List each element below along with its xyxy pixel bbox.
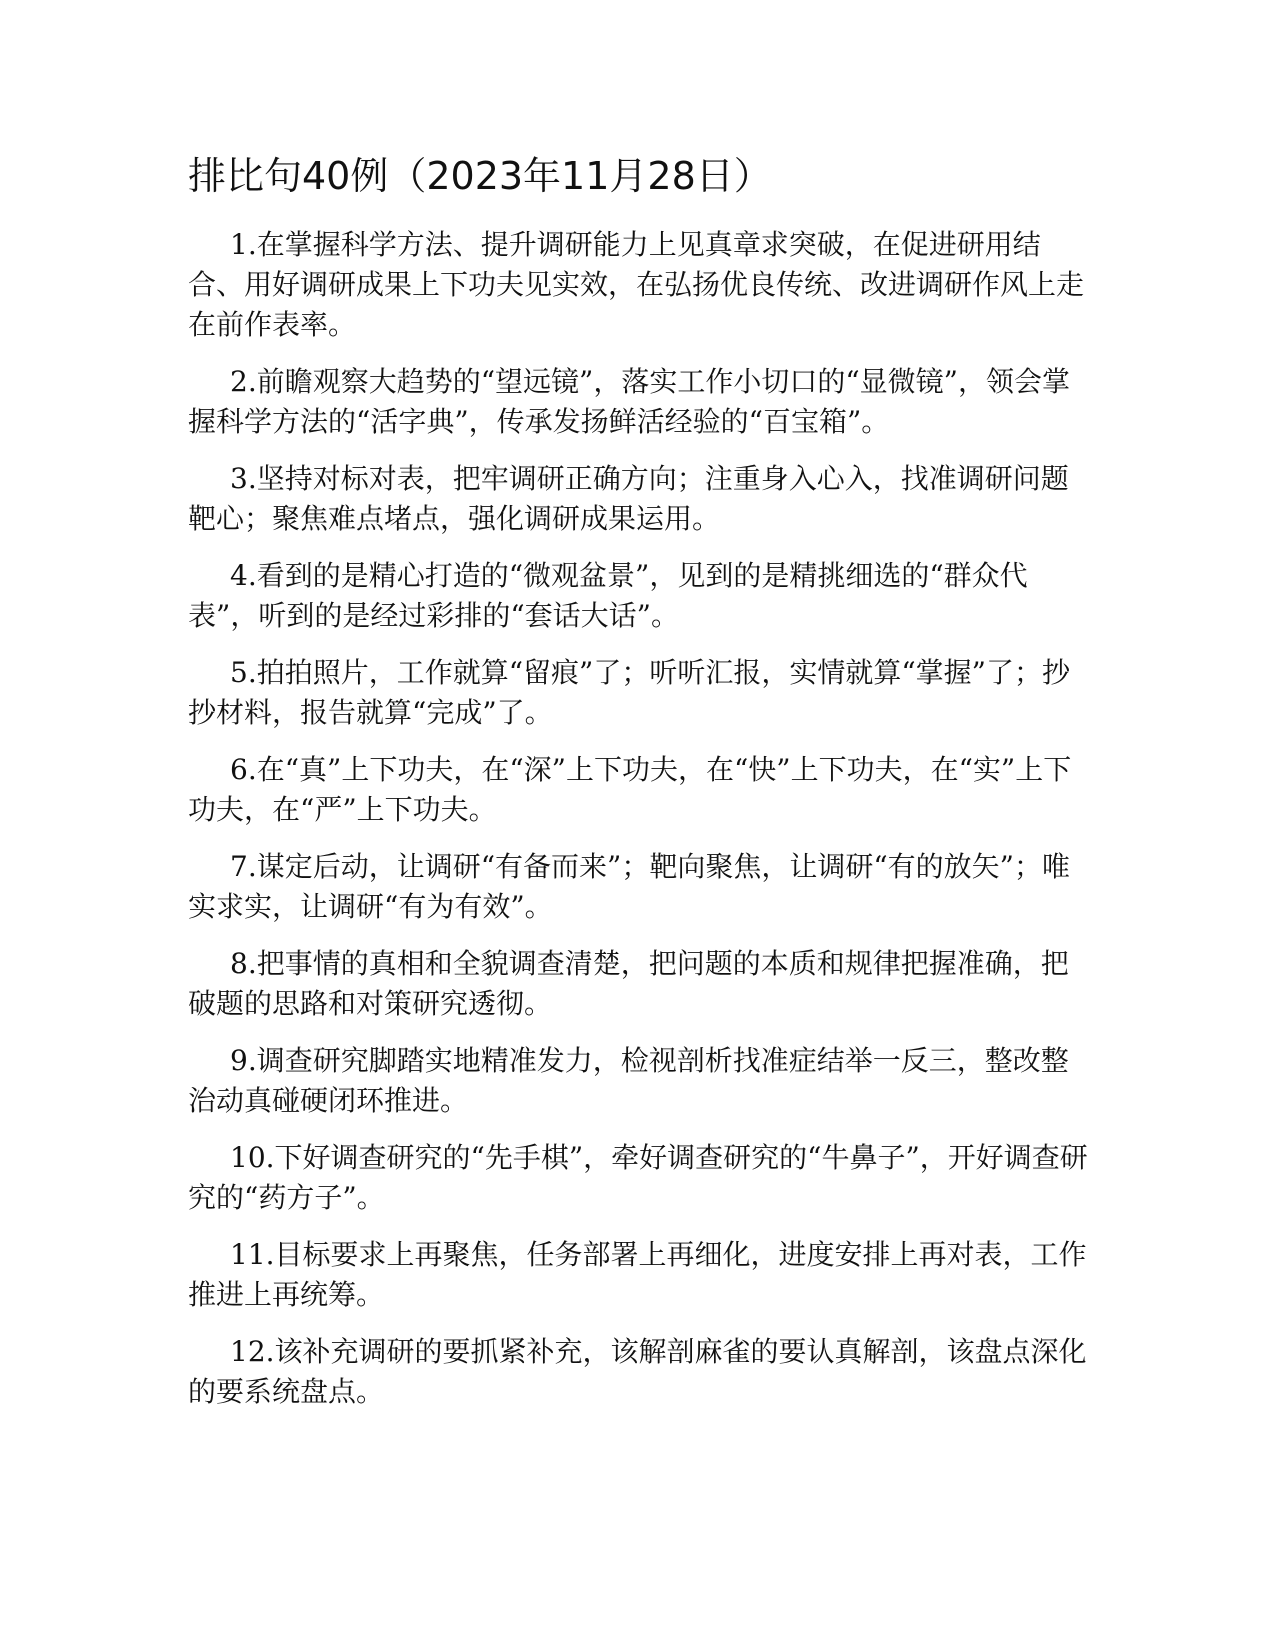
example-item-2: 2.前瞻观察大趋势的“望远镜”，落实工作小切口的“显微镜”，领会掌握科学方法的“活字典”，传承发扬鲜活经验的“百宝箱”。 bbox=[188, 365, 1070, 438]
example-item-10: 10.下好调查研究的“先手棋”，牵好调查研究的“牛鼻子”，开好调查研究的“药方子”。 bbox=[188, 1141, 1088, 1214]
example-item-1: 1.在掌握科学方法、提升调研能力上见真章求突破，在促进研用结合、用好调研成果上下功夫见实效，在弘扬优良传统、改进调研作风上走在前作表率。 bbox=[188, 228, 1085, 341]
example-item-6: 6.在“真”上下功夫，在“深”上下功夫，在“快”上下功夫，在“实”上下功夫，在“严”上下功夫。 bbox=[188, 753, 1072, 826]
example-item-9: 9.调查研究脚踏实地精准发力，检视剖析找准症结举一反三，整改整治动真碰硬闭环推进。 bbox=[188, 1044, 1069, 1117]
example-item-11: 11.目标要求上再聚焦，任务部署上再细化，进度安排上再对表，工作推进上再统筹。 bbox=[188, 1238, 1087, 1311]
example-item-8: 8.把事情的真相和全貌调查清楚，把问题的本质和规律把握准确，把破题的思路和对策研究透彻。 bbox=[188, 947, 1069, 1020]
example-item-12: 12.该补充调研的要抓紧补充，该解剖麻雀的要认真解剖，该盘点深化的要系统盘点。 bbox=[188, 1335, 1087, 1408]
example-item-5: 5.拍拍照片，工作就算“留痕”了；听听汇报，实情就算“掌握”了；抄抄材料，报告就算“完成”了。 bbox=[188, 656, 1070, 729]
example-item-3: 3.坚持对标对表，把牢调研正确方向；注重身入心入，找准调研问题靶心；聚焦难点堵点，强化调研成果运用。 bbox=[188, 462, 1069, 535]
example-item-4: 4.看到的是精心打造的“微观盆景”，见到的是精挑细选的“群众代表”，听到的是经过彩排的“套话大话”。 bbox=[188, 559, 1028, 632]
example-item-7: 7.谋定后动，让调研“有备而来”；靶向聚焦，让调研“有的放矢”；唯实求实，让调研“有为有效”。 bbox=[188, 850, 1070, 923]
document-title: 排比句40例（2023年11月28日） bbox=[188, 154, 772, 198]
example-list bbox=[188, 225, 1088, 1429]
